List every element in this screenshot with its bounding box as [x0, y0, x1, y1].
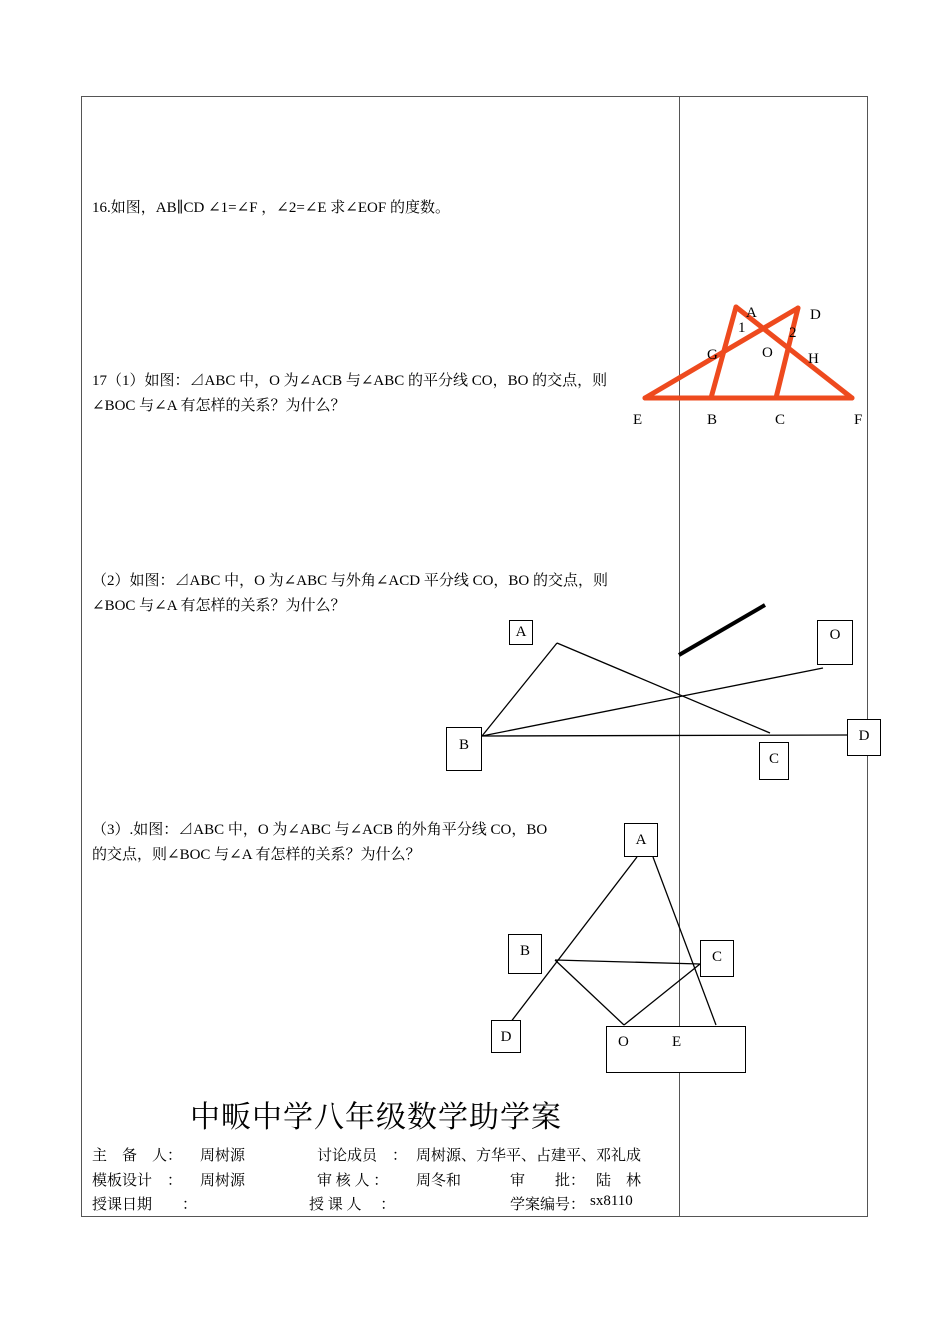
- fig1-label-e: E: [633, 412, 643, 428]
- footer-zhubei-value: 周树源: [200, 1148, 246, 1164]
- fig3-label-e: E: [672, 1034, 682, 1050]
- footer-shenpi-value: 陆 林: [596, 1173, 642, 1189]
- fig2-box-d: D: [847, 719, 881, 756]
- footer-shouke-label: 授 课 人 ：: [309, 1197, 396, 1213]
- fig1-label-g: G: [707, 347, 718, 363]
- fig2-box-o: O: [817, 620, 853, 665]
- question-17-2-line1: （2）如图：⊿ABC 中，O 为∠ABC 与外角∠ACD 平分线 CO，BO 的交点，则: [92, 573, 609, 589]
- fig3-box-a: A: [624, 823, 658, 857]
- fig3-box-b: B: [508, 934, 542, 974]
- question-16: 16.如图，AB∥CD ∠1=∠F ，∠2=∠E 求∠EOF 的度数。: [92, 200, 450, 216]
- footer-shenhe-label: 审 核 人 ：: [317, 1173, 389, 1189]
- footer-muban-label: 模板设计 ：: [92, 1173, 183, 1189]
- fig1-label-c: C: [775, 412, 786, 428]
- footer-bianhao-value: sx8110: [590, 1193, 633, 1209]
- fig1-label-a: A: [746, 305, 757, 321]
- footer-shenhe-value: 周冬和: [416, 1173, 462, 1189]
- fig3-box-c: C: [700, 940, 734, 977]
- footer-zhubei-label: 主 备 人：: [92, 1148, 183, 1164]
- fig3-box-d: D: [491, 1020, 521, 1053]
- document-title: 中畈中学八年级数学助学案: [190, 1100, 562, 1135]
- footer-taolun-value: 周树源、方华平、占建平、邓礼成: [416, 1148, 642, 1164]
- footer-bianhao-label: 学案编号：: [510, 1197, 586, 1213]
- footer-taolun-label: 讨论成员 ：: [317, 1148, 408, 1164]
- fig2-box-a: A: [509, 620, 533, 645]
- fig1-label-b: B: [707, 412, 718, 428]
- question-17-2-line2: ∠BOC 与∠A 有怎样的关系？为什么？: [92, 598, 346, 614]
- fig1-label-d: D: [810, 307, 821, 323]
- question-17-3-line1: （3）.如图：⊿ABC 中，O 为∠ABC 与∠ACB 的外角平分线 CO，BO: [92, 822, 548, 838]
- question-17-3-line2: 的交点，则∠BOC 与∠A 有怎样的关系？为什么？: [92, 847, 421, 863]
- fig1-label-h: H: [808, 351, 819, 367]
- fig1-label-2: 2: [789, 325, 797, 341]
- fig1-label-1: 1: [738, 320, 746, 336]
- question-17-1-line2: ∠BOC 与∠A 有怎样的关系？为什么？: [92, 398, 346, 414]
- fig1-label-o: O: [762, 345, 773, 361]
- fig3-label-o: O: [618, 1034, 629, 1050]
- fig2-box-c: C: [759, 742, 789, 780]
- page-frame: [81, 96, 868, 1217]
- fig2-box-b: B: [446, 727, 482, 771]
- footer-muban-value: 周树源: [200, 1173, 246, 1189]
- fig1-label-f: F: [854, 412, 863, 428]
- question-17-1-line1: 17（1）如图：⊿ABC 中，O 为∠ACB 与∠ABC 的平分线 CO，BO 的交点，则: [92, 373, 608, 389]
- footer-riqi-label: 授课日期 ：: [92, 1197, 198, 1213]
- footer-shenpi-label: 审 批：: [510, 1173, 586, 1189]
